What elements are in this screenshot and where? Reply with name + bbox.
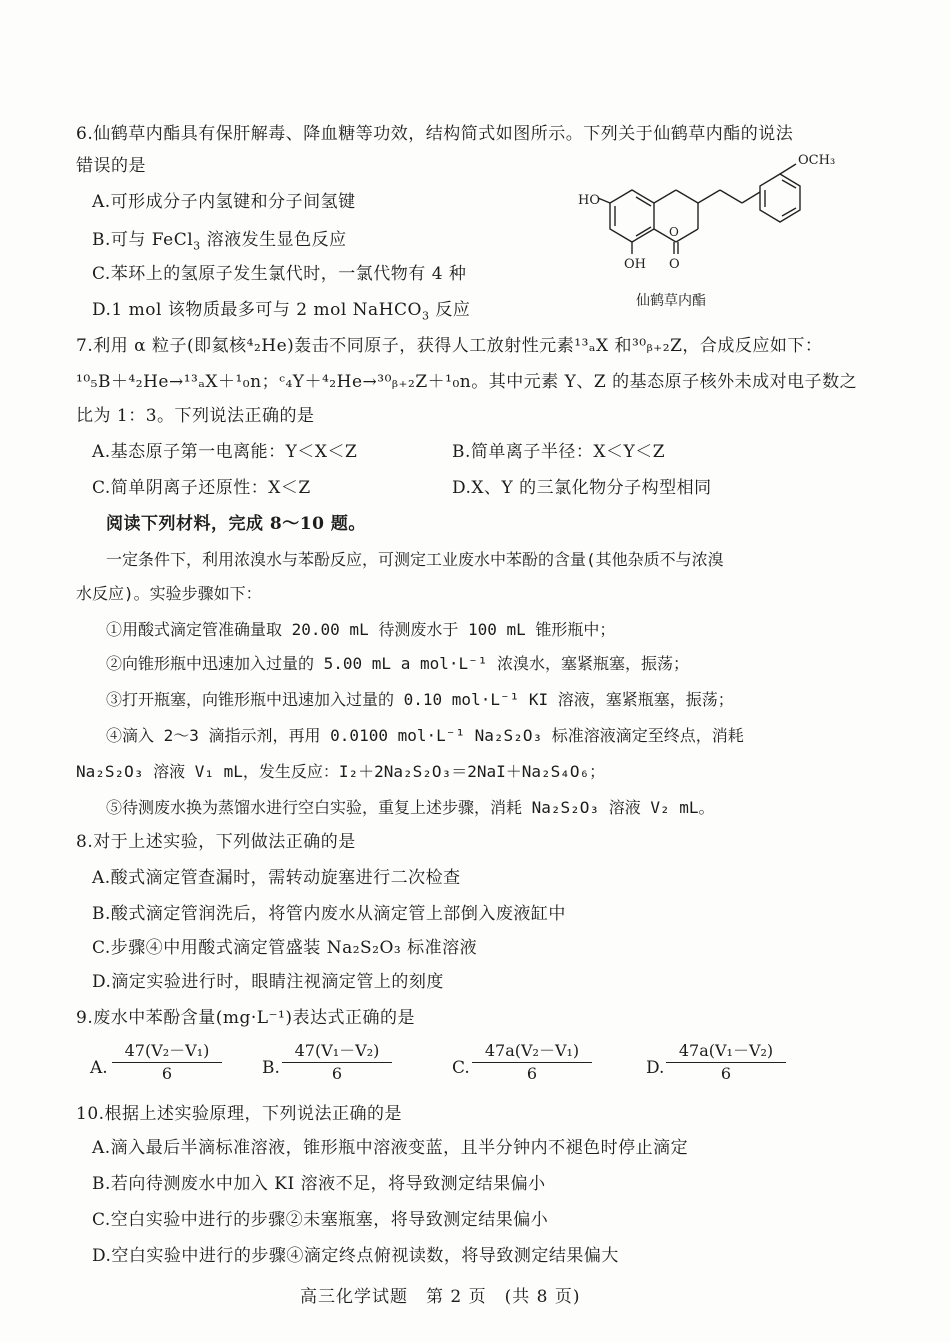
material-step2: ②向锥形瓶中迅速加入过量的 5.00 mL a mol·L⁻¹ 浓溴水，塞紧瓶塞，振荡；: [106, 654, 690, 673]
q7-stem-line2: ¹⁰₅B＋⁴₂He→¹³ₐX＋¹₀n；ᶜ₄Y＋⁴₂He→³⁰ᵦ₊₂Z＋¹₀n。其中元素 Y、Z 的基态原子核外未成对电子数之: [76, 372, 858, 392]
ring-o-label: O: [669, 225, 679, 239]
q6-option-b: B.可与 FeCl$_3$ 溶液发生显色反应: [92, 230, 347, 253]
q7-option-c: C.简单阴离子还原性：X＜Z: [92, 478, 311, 498]
fraction-denominator: 6: [526, 1064, 538, 1083]
fraction-numerator: 47(V₁－V₂): [282, 1040, 392, 1063]
q7-stem-line3: 比为 1：3。下列说法正确的是: [76, 406, 315, 426]
q6-stem-line1: 6.仙鹤草内酯具有保肝解毒、降血糖等功效，结构简式如图所示。下列关于仙鹤草内酯的说法: [76, 124, 794, 144]
material-step1: ①用酸式滴定管准确量取 20.00 mL 待测废水于 100 mL 锥形瓶中；: [106, 620, 616, 639]
molecule-structure-figure: [570, 150, 860, 290]
material-intro-line2: 水反应)。实验步骤如下：: [76, 584, 262, 603]
q6-option-d: D.1 mol 该物质最多可与 2 mol NaHCO$_3$ 反应: [92, 300, 471, 323]
q10-option-c: C.空白实验中进行的步骤②未塞瓶塞，将导致测定结果偏小: [92, 1210, 549, 1230]
q8-option-c: C.步骤④中用酸式滴定管盛装 Na₂S₂O₃ 标准溶液: [92, 938, 478, 958]
q10-option-a: A.滴入最后半滴标准溶液，锥形瓶中溶液变蓝，且半分钟内不褪色时停止滴定: [92, 1138, 689, 1158]
q6-option-c: C.苯环上的氢原子发生氯代时，一氯代物有 4 种: [92, 264, 467, 284]
fraction-denominator: 6: [161, 1064, 173, 1083]
q9-option-d-label: D.: [646, 1058, 665, 1078]
fraction-numerator: 47(V₂－V₁): [112, 1040, 222, 1063]
carbonyl-o-label: O: [669, 257, 680, 272]
material-step4-line2: Na₂S₂O₃ 溶液 V₁ mL，发生反应：I₂＋2Na₂S₂O₃＝2NaI＋Na₂S₄O₆；: [76, 762, 606, 781]
q9-option-d-fraction: [666, 1040, 786, 1085]
material-intro-line1: 一定条件下，利用浓溴水与苯酚反应，可测定工业废水中苯酚的含量(其他杂质不与浓溴: [106, 550, 724, 569]
q9-option-a-fraction: [112, 1040, 222, 1085]
q9-stem: 9.废水中苯酚含量(mg·L⁻¹)表达式正确的是: [76, 1008, 415, 1028]
q9-option-a-label: A.: [90, 1058, 108, 1078]
fraction-numerator: 47a(V₁－V₂): [666, 1040, 786, 1063]
q9-option-b-fraction: [282, 1040, 392, 1085]
material-heading: 阅读下列材料，完成 8～10 题。: [106, 514, 366, 534]
material-step5: ⑤待测废水换为蒸馏水进行空白实验，重复上述步骤，消耗 Na₂S₂O₃ 溶液 V₂ mL。: [106, 798, 715, 817]
q7-option-a: A.基态原子第一电离能：Y＜X＜Z: [92, 442, 358, 462]
q8-option-b: B.酸式滴定管润洗后，将管内废水从滴定管上部倒入废液缸中: [92, 904, 566, 924]
q10-stem: 10.根据上述实验原理，下列说法正确的是: [76, 1104, 403, 1124]
fraction-numerator: 47a(V₂－V₁): [472, 1040, 592, 1063]
structure-caption: 仙鹤草内酯: [636, 293, 706, 309]
material-step4-line1: ④滴入 2～3 滴指示剂，再用 0.0100 mol·L⁻¹ Na₂S₂O₃ 标准溶液滴定至终点，消耗: [106, 726, 744, 745]
q6-option-a: A.可形成分子内氢键和分子间氢键: [92, 192, 356, 212]
q7-option-b: B.简单离子半径：X＜Y＜Z: [452, 442, 666, 462]
q10-option-d: D.空白实验中进行的步骤④滴定终点俯视读数，将导致测定结果偏大: [92, 1246, 619, 1266]
fraction-denominator: 6: [331, 1064, 343, 1083]
q10-option-b: B.若向待测废水中加入 KI 溶液不足，将导致测定结果偏小: [92, 1174, 546, 1194]
och3-label: OCH₃: [798, 153, 836, 168]
ho-label: HO: [578, 193, 600, 208]
q7-option-d: D.X、Y 的三氯化物分子构型相同: [452, 478, 712, 498]
fraction-denominator: 6: [720, 1064, 732, 1083]
q8-stem: 8.对于上述实验，下列做法正确的是: [76, 832, 356, 852]
q9-option-c-label: C.: [452, 1058, 470, 1078]
q9-option-c-fraction: [472, 1040, 592, 1085]
page-footer: 高三化学试题 第 2 页 (共 8 页): [300, 1287, 581, 1307]
q8-option-a: A.酸式滴定管查漏时，需转动旋塞进行二次检查: [92, 868, 461, 888]
q9-option-b-label: B.: [262, 1058, 280, 1078]
q8-option-d: D.滴定实验进行时，眼睛注视滴定管上的刻度: [92, 972, 444, 992]
oh-label: OH: [624, 257, 646, 272]
material-step3: ③打开瓶塞，向锥形瓶中迅速加入过量的 0.10 mol·L⁻¹ KI 溶液，塞紧瓶塞，振荡；: [106, 690, 734, 709]
q7-stem-line1: 7.利用 α 粒子(即氦核⁴₂He)轰击不同原子，获得人工放射性元素¹³ₐX 和³⁰ᵦ₊₂Z，合成反应如下：: [76, 336, 823, 356]
q6-stem-line2: 错误的是: [76, 156, 146, 176]
